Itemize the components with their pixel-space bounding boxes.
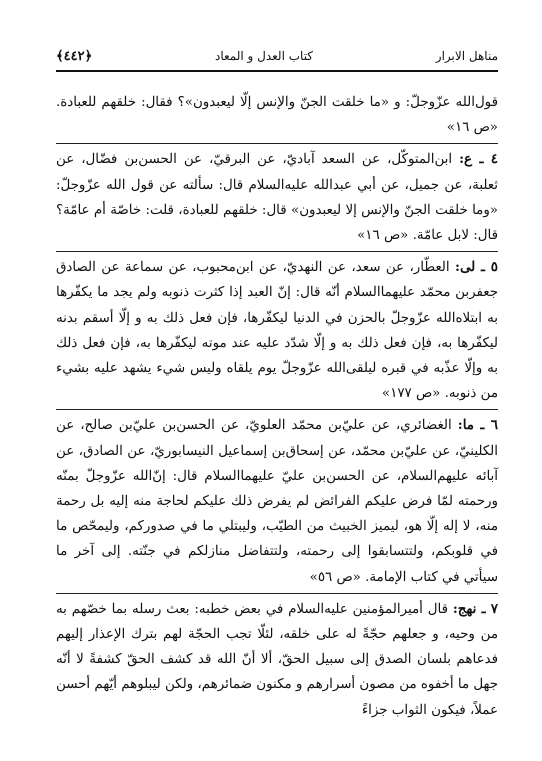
entry-separator [56, 593, 498, 594]
entry-number: ٦ ـ ما: [457, 417, 498, 434]
paragraph-text: العطّار، عن سعد، عن النهديّ، عن ابن‌محبوب، عن سماعة عن الصادق جعفربن محمّد عليهماالسلام أنّه قال: إنّ العبد إذا كثرت ذنوبه ولم يجد ما يكفّرها به ابتلاه‌الله عزّوجلّ بالحزن في الدنيا ليكفّرها، فإن فعل ذلك به و إلّا أسقم بدنه ليكفّرها به، فإن فعل ذلك به و إلّا شدّد عليه عند موته ليكفّرها به، فإن فعل ذلك به وإلّا عذّبه في قبره ليلقى‌الله عزّوجلّ يوم يلقاه وليس شيء يشهد عليه بشيء من ذنوبه. «ص ١٧٧» [56, 260, 498, 402]
paragraph-continuation [56, 90, 498, 140]
entry-number: ٥ ـ لى: [455, 259, 498, 276]
hadith-entry [56, 255, 498, 406]
hadith-entry [56, 413, 498, 589]
entry-separator [56, 251, 498, 252]
paragraph-text: قول‌الله عزّوجلّ: و «ما خلقت الجنّ والإنس إلّا ليعبدون»؟ فقال: خلقهم للعبادة. «ص ١٦» [56, 95, 498, 136]
entry-separator [56, 409, 498, 410]
entry-separator [56, 143, 498, 144]
paragraph-text: ابن‌المتوكّل، عن السعد آباديّ، عن البرقيّ، عن الحسن‌بن فضّال، عن ثعلبة، عن جميل، عن أبي عبدالله عليه‌السلام قال: سألته عن قول الله عزّوجلّ: «وما خلقت الجنّ والإنس إلا ليعبدون» قال: خلقهم للعبادة، قلت: خاصّة أم عامّة؟ قال: لابل عامّة. «ص ١٦» [56, 152, 498, 244]
running-header [56, 44, 498, 68]
page-body [56, 90, 498, 723]
header-section-title: مناهل الابرار [435, 49, 498, 63]
header-page-number: ﴿٤٤٢﴾ [56, 48, 93, 64]
paragraph-text: الغضائري، عن عليّ‌بن محمّد العلويّ، عن الحسن‌بن عليّ‌بن صالح، عن الكلينيّ، عن عليّ‌بن محمّد، عن إسحاق‌بن إسماعيل النيسابوريّ، عن الصادق، عن آبائه عليهم‌السلام، عن الحسن‌بن عليّ عليهماالسلام قال: إنّ‌الله عزّوجلّ بمنّه ورحمته لمّا فرض عليكم الفرائض لم يفرض ذلك عليكم لحاجة منه إليه بل رحمة منه، لا إله إلّا هو، ليميز الخبيث من الطيّب، وليبتلي ما في صدوركم، وليمحّص ما في قلوبكم، ولتتسابقوا إلى رحمته، ولتتفاضل منازلكم في جنّته. إلى آخر ما سيأتي في كتاب الإمامة. «ص ٥٦» [56, 418, 498, 585]
entry-number: ٤ ـ ع: [459, 151, 498, 168]
entry-number: ٧ ـ نهج: [452, 600, 498, 617]
hadith-entry [56, 597, 498, 723]
paragraph-text: قال أميرالمؤمنين عليه‌السلام في بعض خطبه: بعث رسله بما خصّهم به من وحيه، و جعلهم حجّةً له على خلقه، لئلّا تجب الحجّة لهم بترك الإعذار إليهم فدعاهم بلسان الصدق إلى سبيل الحقّ، ألا أنّ الله قد كشف الحقّ كشفةً لا أنّه جهل ما أخفوه من مصون أسرارهم و مكنون ضمائرهم، ولكن ليبلوهم أيّهم أحسن عملاً، فيكون الثواب جزاءً [56, 601, 498, 718]
hadith-entry [56, 147, 498, 248]
header-book-title: كتاب العدل و المعاد [214, 49, 314, 63]
header-rule [56, 70, 498, 72]
